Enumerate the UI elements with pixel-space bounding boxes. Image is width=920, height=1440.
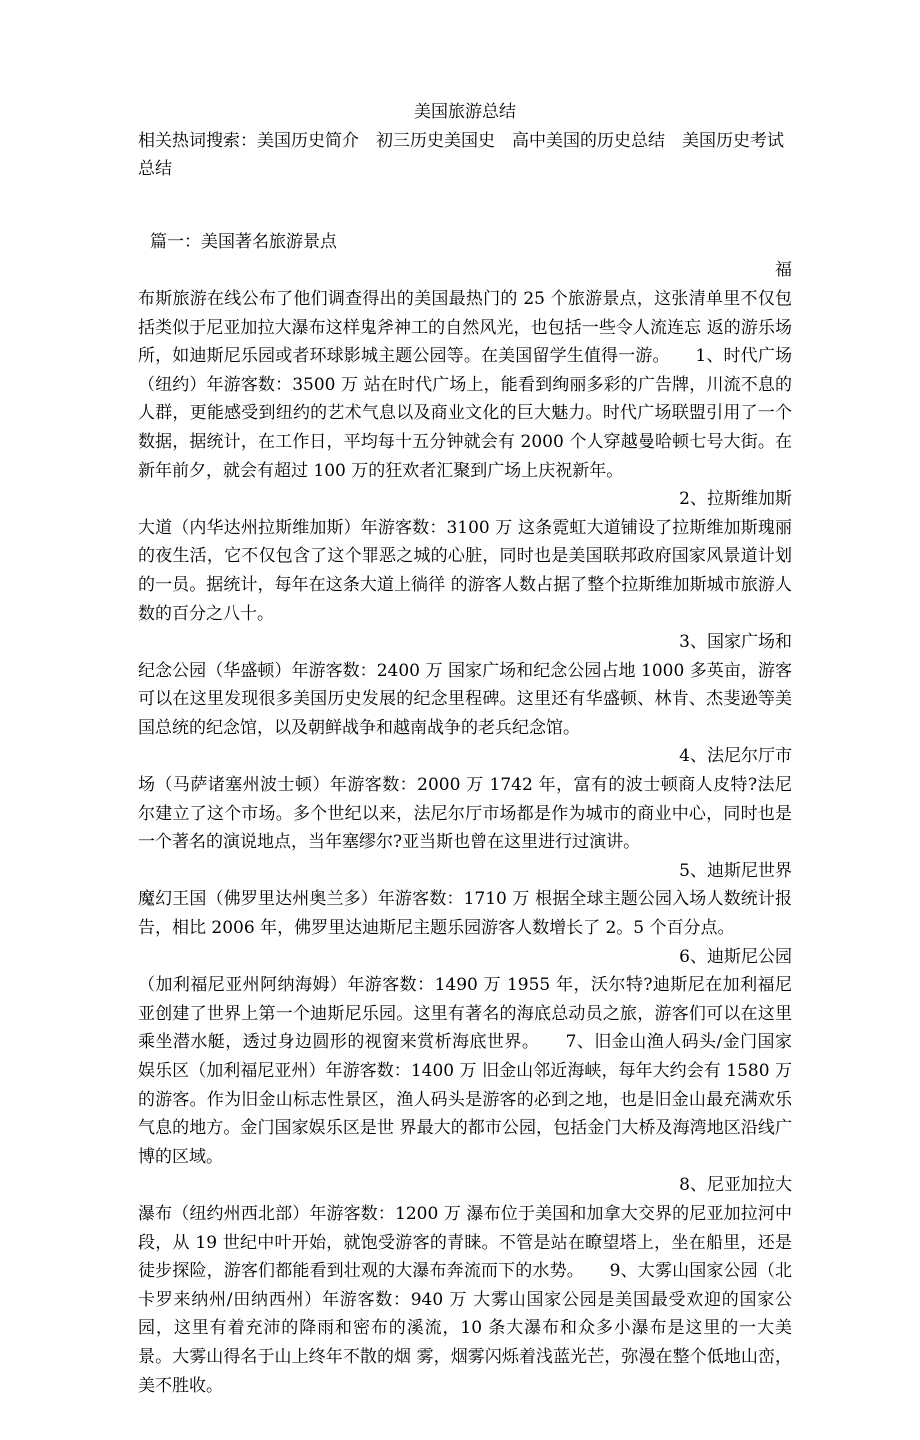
paragraph-6: （加利福尼亚州阿纳海姆）年游客数：1490 万 1955 年，沃尔特?迪斯尼在加利福尼亚创建了世界上第一个迪斯尼乐园。这里有著名的海底总动员之旅，游客们可以在这里乘坐潜水艇，透过身边圆形的视窗来赏析海底世界。 7、旧金山渔人码头/金门国家娱乐区（加利福尼亚州）年游客数：1400 万 旧金山邻近海峡，每年大约会有 1580 万的游客。作为旧金山标志性景区，渔人码头是游客的必到之地，也是旧金山最充满欢乐气息的地方。金门国家娱乐区是世 界最大的都市公园，包括金门大桥及海湾地区沿线广博的区域。: [138, 975, 792, 1167]
paragraph-lead-1: 福: [775, 260, 792, 281]
paragraph-lead-3: 3、国家广场和: [679, 632, 792, 653]
paragraph-3: 纪念公园（华盛顿）年游客数：2400 万 国家广场和纪念公园占地 1000 多英亩，游客可以在这里发现很多美国历史发展的纪念里程碑。这里还有华盛顿、林肯、杰斐逊等美国总统的纪念馆，以及朝鲜战争和越南战争的老兵纪念馆。: [138, 660, 792, 738]
paragraph-7: 瀑布（纽约州西北部）年游客数：1200 万 瀑布位于美国和加拿大交界的尼亚加拉河中段，从 19 世纪中叶开始，就饱受游客的青睐。不管是站在瞭望塔上，坐在船里，还是徒步探险，游客们都能看到壮观的大瀑布奔流而下的水势。 9、大雾山国家公园（北卡罗来纳州/田纳西州）年游客数：940 万 大雾山国家公园是美国最受欢迎的国家公园，这里有着充沛的降雨和密布的溪流，10 条大瀑布和众多小瀑布是这里的一大美景。大雾山得名于山上终年不散的烟 雾，烟雾闪烁着浅蓝光芒，弥漫在整个低地山峦，美不胜收。: [138, 1203, 792, 1396]
document-title: 美国旅游总结: [414, 102, 516, 122]
paragraph-5: 魔幻王国（佛罗里达州奥兰多）年游客数：1710 万 根据全球主题公园入场人数统计报告，相比 2006 年，佛罗里达迪斯尼主题乐园游客人数增长了 2。5 个百分点。: [138, 889, 792, 939]
keywords-line: 相关热词搜索：美国历史简介 初三历史美国史 高中美国的历史总结 美国历史考试总结: [138, 130, 784, 180]
paragraph-4: 场（马萨诸塞州波士顿）年游客数：2000 万 1742 年，富有的波士顿商人皮特?法尼尔建立了这个市场。多个世纪以来，法尼尔厅市场都是作为城市的商业中心，同时也是一个著名的演说地点，当年塞缪尔?亚当斯也曾在这里进行过演讲。: [138, 775, 792, 853]
paragraph-lead-7: 8、尼亚加拉大: [679, 1175, 792, 1196]
paragraph-lead-6: 6、迪斯尼公园: [679, 946, 792, 967]
paragraph-lead-2: 2、拉斯维加斯: [679, 489, 792, 510]
paragraph-1: 布斯旅游在线公布了他们调查得出的美国最热门的 25 个旅游景点，这张清单里不仅包括类似于尼亚加拉大瀑布这样鬼斧神工的自然风光，也包括一些令人流连忘 返的游乐场所，如迪斯尼乐园或者环球影城主题公园等。在美国留学生值得一游。 1、时代广场（纽约）年游客数：3500 万 站在时代广场上，能看到绚丽多彩的广告牌，川流不息的人群，更能感受到纽约的艺术气息以及商业文化的巨大魅力。时代广场联盟引用了一个数据，据统计，在工作日，平均每十五分钟就会有 2000 个人穿越曼哈顿七号大街。在新年前夕，就会有超过 100 万的狂欢者汇聚到广场上庆祝新年。: [138, 288, 792, 481]
document-body: [138, 256, 792, 1400]
paragraph-2: 大道（内华达州拉斯维加斯）年游客数：3100 万 这条霓虹大道铺设了拉斯维加斯瑰丽的夜生活，它不仅包含了这个罪恶之城的心脏，同时也是美国联邦政府国家风景道计划的一员。据统计，每年在这条大道上徜徉 的游客人数占据了整个拉斯维加斯城市旅游人数的百分之八十。: [138, 517, 792, 624]
paragraph-lead-4: 4、法尼尔厅市: [679, 746, 792, 767]
section-heading: 篇一：美国著名旅游景点: [150, 231, 337, 252]
paragraph-lead-5: 5、迪斯尼世界: [679, 860, 792, 881]
